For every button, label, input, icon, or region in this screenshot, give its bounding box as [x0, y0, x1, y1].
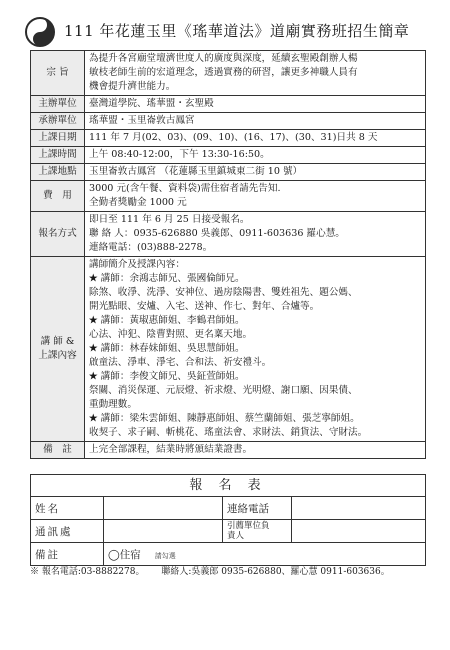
teacher-block-head [89, 412, 421, 426]
signup-label: 報名方式 [31, 212, 85, 257]
footer-contacts: 聯絡人:吳義郎 0935-626880、羅心慧 0911-603636。 [161, 567, 390, 577]
star-icon: ★ [89, 343, 98, 354]
venue-row [31, 164, 426, 181]
name-field[interactable] [104, 497, 223, 520]
teachers-label [31, 257, 85, 442]
teacher-block-head [89, 314, 421, 328]
form-row-name [31, 497, 426, 520]
star-icon: ★ [89, 273, 98, 284]
teacher-block-head [89, 342, 421, 356]
unit-label [223, 520, 292, 543]
organizer-label: 主辦單位 [31, 96, 85, 113]
course-line: 祭關、消災保運、元辰燈、祈求燈、光明燈、謝口願、因果債、 [89, 385, 358, 396]
remarks-label: 備 註 [31, 442, 85, 459]
info-table [30, 50, 426, 459]
host-value: 瑤華盟・玉里崙敦古鳳宮 [85, 113, 426, 130]
purpose-value [85, 51, 426, 96]
fee-value [85, 181, 426, 212]
teachers-value [85, 257, 426, 442]
form-remark-label: 備註 [31, 543, 104, 566]
address-field[interactable] [104, 520, 223, 543]
footer-phone: ※ 報名電話:03-8882278。 [30, 567, 145, 577]
teachers-label-line: 講 師 & [40, 336, 75, 347]
venue-label: 上課地點 [31, 164, 85, 181]
fee-line: 全勤者獎勵金 1000 元 [89, 197, 187, 208]
time-value: 上午 08:40-12:00，下午 13:30-16:50。 [85, 147, 426, 164]
form-row-address [31, 520, 426, 543]
stay-note: 請勾選 [154, 551, 176, 560]
teacher-block-head [89, 370, 421, 384]
purpose-line: 機會提升濟世能力。 [89, 81, 176, 92]
page-title: 111 年花蓮玉里《瑤華道法》道廟實務班招生簡章 [64, 22, 410, 40]
unit-field[interactable] [292, 520, 426, 543]
venue-value: 玉里崙敦古鳳宮 （花蓮縣玉里鎮城東二街 10 號） [85, 164, 426, 181]
purpose-line: 敏枝老師生前的宏道理念，透過實務的研習，讓更多神職人員有 [89, 67, 358, 78]
fee-label: 費 用 [31, 181, 85, 212]
teacher-names: 講師：梁朱雲師姐、陳靜惠師姐、蔡竺蘭師姐、張芝寧師姐。 [97, 413, 360, 424]
dates-value: 111 年 7 月(02、03)、(09、10)、(16、17)、(30、31)日共 8 天 [85, 130, 426, 147]
teacher-names: 講師：黃琡惠師姐、李鶴君師姐。 [97, 315, 245, 326]
signup-row [31, 212, 426, 257]
remarks-value: 上完全部課程，結業時將頒結業證書。 [85, 442, 426, 459]
teachers-label-line: 上課內容 [38, 350, 77, 361]
signup-value [85, 212, 426, 257]
signup-line: 即日至 111 年 6 月 25 日接受報名。 [89, 214, 250, 225]
form-title: 報 名 表 [30, 474, 426, 496]
phone-field[interactable] [292, 497, 426, 520]
purpose-line: 為提升各宮廟堂壇濟世度人的廣度與深度，延續玄聖殿創辦人楊 [89, 53, 358, 64]
star-icon: ★ [89, 315, 98, 326]
remarks-row [31, 442, 426, 459]
signup-line: 連絡電話：(03)888-2278。 [89, 242, 213, 253]
star-icon: ★ [89, 371, 98, 382]
time-row [31, 147, 426, 164]
course-line: 除煞、收淨、洗淨、安神位、過房陰陽書、雙姓祖先、題公媽、 [89, 287, 358, 298]
registration-form [30, 496, 426, 566]
teacher-names: 講師：李俊文師兄、吳鉦萱師姐。 [97, 371, 245, 382]
footer [30, 564, 430, 577]
host-label: 承辦單位 [31, 113, 85, 130]
unit-label-text: 引薦單位負責人 [227, 521, 270, 541]
form-row-remarks [31, 543, 426, 566]
dates-label: 上課日期 [31, 130, 85, 147]
teacher-block-head [89, 272, 421, 286]
fee-line: 3000 元(含午餐、資料袋)需住宿者請先告知. [89, 183, 281, 194]
host-row [31, 113, 426, 130]
phone-label: 連絡電話 [223, 497, 292, 520]
teacher-names: 講師：余鴻志師兄、張國倫師兄。 [97, 273, 245, 284]
teachers-row [31, 257, 426, 442]
fee-row [31, 181, 426, 212]
form-remark-field[interactable] [104, 543, 426, 566]
teacher-names: 講師：林春妹師姐、吳思慧師姐。 [97, 343, 245, 354]
course-line: 開光點眼、安爐、入宅、送神、作七、對年、合爐等。 [89, 301, 320, 312]
purpose-label: 宗 旨 [31, 51, 85, 96]
dates-row [31, 130, 426, 147]
taiji-logo-icon [24, 16, 56, 48]
organizer-row [31, 96, 426, 113]
teachers-intro: 講師簡介及授課內容： [89, 259, 185, 270]
star-icon: ★ [89, 413, 98, 424]
course-line: 啟童法、淨車、淨宅、合和法、祈安禮斗。 [89, 357, 272, 368]
organizer-value: 臺灣道學院、瑤華盟・玄聖殿 [85, 96, 426, 113]
course-line: 心法、沖犯、陰曹對照、更名稟天地。 [89, 329, 253, 340]
name-label: 姓名 [31, 497, 104, 520]
address-label: 通訊處 [31, 520, 104, 543]
time-label: 上課時間 [31, 147, 85, 164]
signup-line: 聯 絡 人：0935-626880 吳義郎、0911-603636 羅心慧。 [89, 228, 345, 239]
course-line: 收契子、求子嗣、斬桃花、瑤童法會、求財法、銷貨法、守財法。 [89, 427, 368, 438]
stay-checkbox[interactable]: ◯住宿 [108, 548, 141, 561]
course-line: 重動理數。 [89, 399, 137, 410]
purpose-row [31, 51, 426, 96]
